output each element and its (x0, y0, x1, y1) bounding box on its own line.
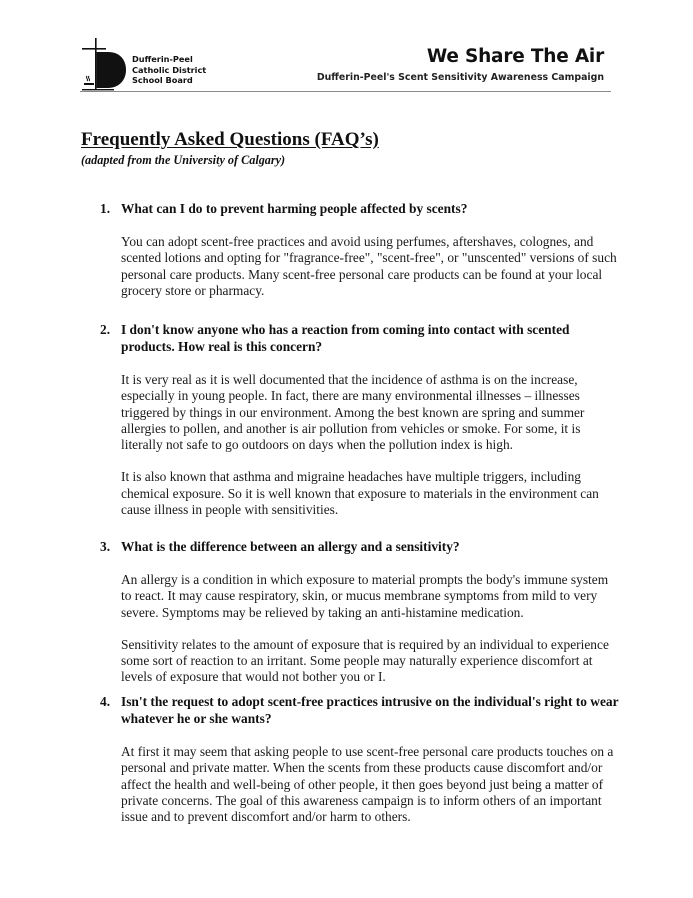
faq-question-text: What can I do to prevent harming people affected by scents? (121, 201, 468, 216)
school-board-name (132, 54, 206, 86)
faq-number: 1. (100, 201, 111, 216)
faq-item-4 (100, 693, 620, 825)
faq-question-text: What is the difference between an allergy and a sensitivity? (121, 539, 460, 554)
faq-answer: It is very real as it is well documented that the incidence of asthma is on the increase, especially in young people. In fact, there are many environmental illnesses – illnesses triggered by things in our environment. Among the best known are spring and summer allergies to pollen, and another is air pollution from vehicles or smoke. For some, it is literally not safe to go outdoors on days when the pollution index is high. (121, 372, 585, 453)
faq-item-1 (100, 200, 620, 299)
campaign-title: We Share The Air (426, 46, 604, 67)
faq-question (100, 321, 620, 355)
faq-number: 3. (100, 539, 111, 554)
faq-question-text: I don't know anyone who has a reaction from coming into contact with scented products. How real is this concern? (121, 322, 570, 354)
faq-question-text: Isn't the request to adopt scent-free practices intrusive on the individual's right to wear whatever he or she wants? (121, 694, 619, 726)
org-line: Catholic District (132, 64, 207, 75)
page-subtitle: (adapted from the University of Calgary) (81, 153, 286, 167)
faq-answer: You can adopt scent-free practices and avoid using perfumes, aftershaves, colognes, and scented lotions and opting for "fragrance-free", "scent-free", or "unscented" versions of such personal care products. Many scent-free personal care products can be found at your local grocery store or pharmacy. (121, 234, 617, 298)
page-header (80, 38, 610, 94)
campaign-subtitle: Dufferin-Peel's Scent Sensitivity Awareness Campaign (316, 72, 604, 83)
page-title: Frequently Asked Questions (FAQ’s) (81, 129, 379, 150)
faq-question (100, 538, 620, 555)
faq-question (100, 200, 620, 217)
faq-answer: An allergy is a condition in which exposure to material prompts the body's immune system to react. It may cause respiratory, skin, or mucus membrane symptoms from mild to very severe. Symptoms may be relieved by taking an anti-histamine medication. (121, 572, 609, 620)
faq-number: 4. (100, 694, 111, 709)
header-divider (80, 91, 611, 92)
faq-question (100, 693, 620, 727)
faq-answer: Sensitivity relates to the amount of exposure that is required by an individual to experience some sort of reaction to an irritant. Some people may naturally experience discomfort at levels of exposure that would not bother you or I. (121, 636, 609, 685)
cross-d-logo-with-lamp-icon (80, 38, 128, 92)
faq-answer: It is also known that asthma and migraine headaches have multiple triggers, including chemical exposure. So it is well known that exposure to materials in the environment can cause illness in people with sensitivities. (121, 469, 599, 518)
faq-answer: At first it may seem that asking people to use scent-free personal care products touches on a personal and private matter. When the scents from these products cause discomfort and/or affect the health and well-being of other people, it then goes beyond just being a matter of private concerns. The goal of this awareness campaign is to inform others of an important issue and to prevent discomfort and/or harm to others. (121, 744, 614, 825)
org-line: School Board (132, 75, 193, 85)
faq-item-3 (100, 538, 620, 686)
faq-number: 2. (100, 322, 111, 337)
org-line: Dufferin-Peel (132, 54, 193, 64)
faq-item-2 (100, 321, 620, 518)
